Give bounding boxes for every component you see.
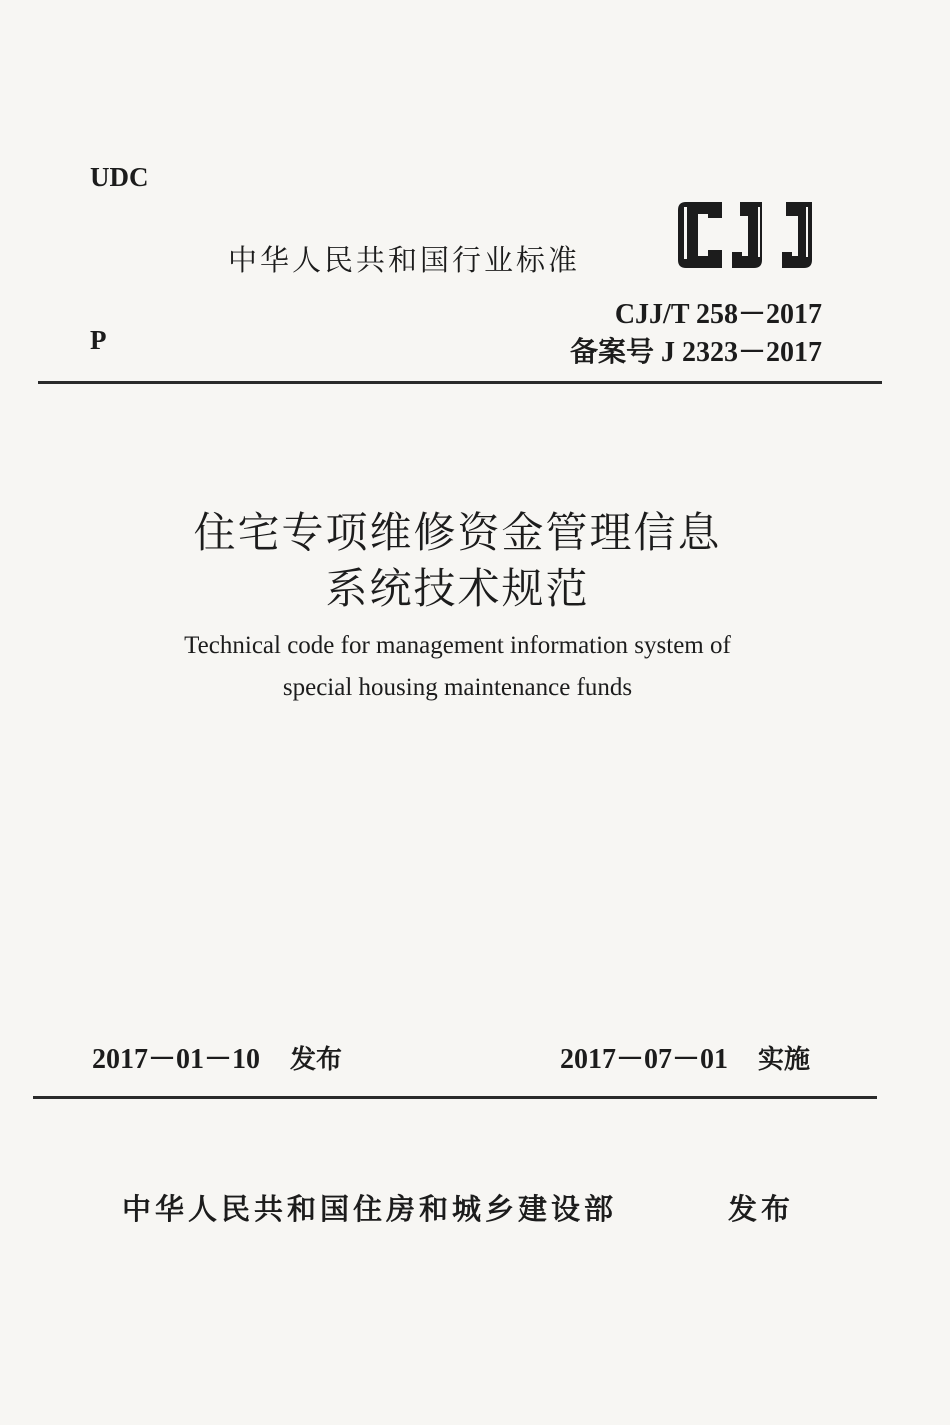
top-divider <box>38 381 882 384</box>
standard-type: 中华人民共和国行业标准 <box>228 243 581 277</box>
effective-date-block <box>560 1037 810 1077</box>
bottom-divider <box>33 1096 877 1099</box>
publish-date: 2017－01－10 <box>92 1044 261 1075</box>
effective-date-label: 实施 <box>758 1045 811 1075</box>
cjj-logo <box>676 198 826 272</box>
publish-date-block <box>92 1037 342 1077</box>
udc-label: UDC <box>90 162 149 192</box>
standard-code: CJJ/T 258－2017 <box>614 299 822 330</box>
title-en-line-1: Technical code for management information system of <box>184 632 731 659</box>
publisher: 中华人民共和国住房和城乡建设部 <box>122 1192 618 1226</box>
classification-code: P <box>90 325 107 355</box>
publisher-label: 发布 <box>728 1192 795 1226</box>
title-zh-line-2: 系统技术规范 <box>325 564 590 613</box>
effective-date: 2017－07－01 <box>560 1044 729 1075</box>
title-zh-line-1: 住宅专项维修资金管理信息 <box>193 508 722 557</box>
publish-date-label: 发布 <box>290 1045 343 1075</box>
title-en-line-2: special housing maintenance funds <box>282 674 633 701</box>
filing-number: 备案号 J 2323－2017 <box>569 337 822 368</box>
